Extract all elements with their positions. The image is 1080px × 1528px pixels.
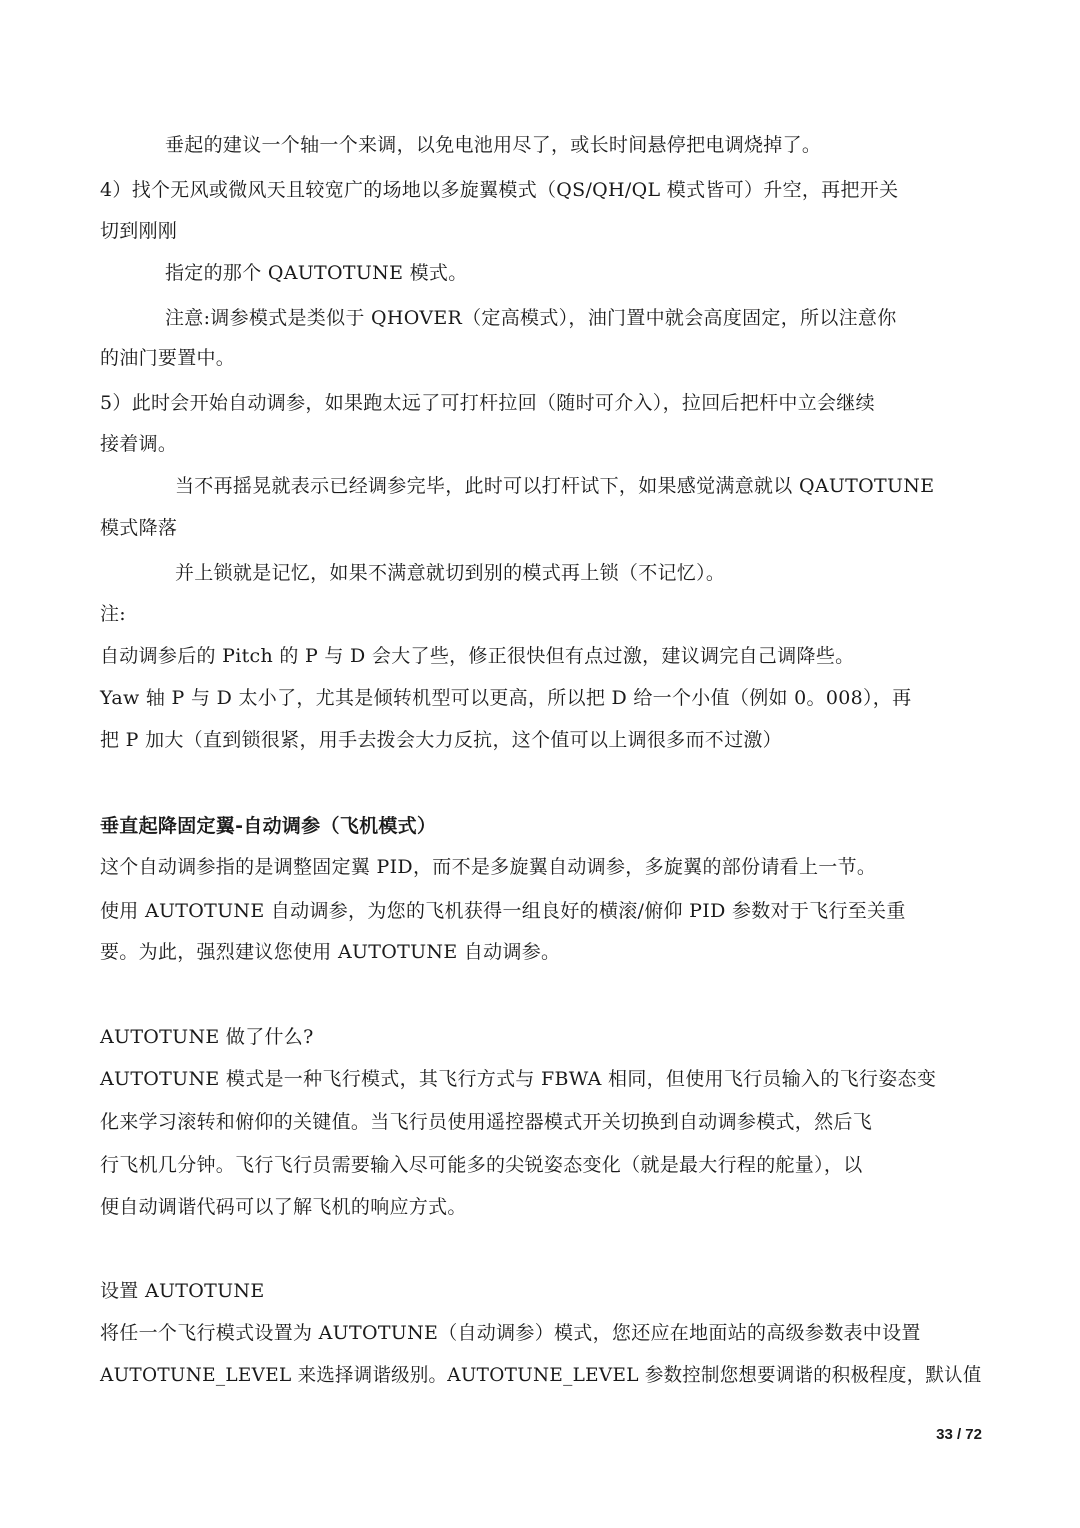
- paragraph-line: 接着调。: [100, 433, 178, 455]
- paragraph-line: 指定的那个 QAUTOTUNE 模式。: [165, 262, 468, 284]
- paragraph-line: 便自动调谐代码可以了解飞机的响应方式。: [100, 1196, 467, 1218]
- paragraph-line: 并上锁就是记忆，如果不满意就切到别的模式再上锁（不记忆）。: [175, 562, 726, 584]
- paragraph-line: 行飞机几分钟。飞行飞行员需要输入尽可能多的尖锐姿态变化（就是最大行程的舵量），以: [100, 1154, 863, 1176]
- paragraph-line: AUTOTUNE 模式是一种飞行模式，其飞行方式与 FBWA 相同，但使用飞行员输入的飞行姿态变: [100, 1068, 937, 1090]
- paragraph-line: 化来学习滚转和俯仰的关键值。当飞行员使用遥控器模式开关切换到自动调参模式，然后飞: [100, 1111, 873, 1133]
- subheading: AUTOTUNE 做了什么?: [100, 1026, 314, 1048]
- paragraph-line: 这个自动调参指的是调整固定翼 PID，而不是多旋翼自动调参，多旋翼的部份请看上一节。: [100, 856, 877, 878]
- paragraph-line: 4）找个无风或微风天且较宽广的场地以多旋翼模式（QS/QH/QL 模式皆可）升空，再把开关: [100, 179, 899, 201]
- paragraph-line: 当不再摇晃就表示已经调参完毕，此时可以打杆试下，如果感觉满意就以 QAUTOTUNE: [175, 475, 935, 497]
- section-heading: 垂直起降固定翼-自动调参（飞机模式）: [100, 815, 437, 837]
- paragraph-line: 注:: [100, 603, 127, 625]
- paragraph-line: 5）此时会开始自动调参，如果跑太远了可打杆拉回（随时可介入），拉回后把杆中立会继续: [100, 392, 875, 414]
- subheading: 设置 AUTOTUNE: [100, 1280, 265, 1302]
- paragraph-line: 把 P 加大（直到锁很紧，用手去拨会大力反抗，这个值可以上调很多而不过激）: [100, 729, 782, 751]
- paragraph-line: 垂起的建议一个轴一个来调，以免电池用尽了，或长时间悬停把电调烧掉了。: [165, 134, 822, 156]
- page-number: 33 / 72: [936, 1426, 982, 1443]
- paragraph-line: 模式降落: [100, 517, 178, 539]
- paragraph-line: 切到刚刚: [100, 220, 178, 242]
- paragraph-line: 将任一个飞行模式设置为 AUTOTUNE（自动调参）模式，您还应在地面站的高级参数表中设置: [100, 1322, 921, 1344]
- paragraph-line: 注意:调参模式是类似于 QHOVER（定高模式），油门置中就会高度固定，所以注意你: [165, 307, 897, 329]
- paragraph-line: 要。为此，强烈建议您使用 AUTOTUNE 自动调参。: [100, 941, 561, 963]
- paragraph-line: 的油门要置中。: [100, 347, 236, 369]
- paragraph-line: Yaw 轴 P 与 D 太小了，尤其是倾转机型可以更高，所以把 D 给一个小值（例如 0。008），再: [100, 687, 912, 709]
- paragraph-line: AUTOTUNE_LEVEL 来选择调谐级别。AUTOTUNE_LEVEL 参数控制您想要调谐的积极程度，默认值: [100, 1364, 982, 1386]
- paragraph-line: 使用 AUTOTUNE 自动调参，为您的飞机获得一组良好的横滚/俯仰 PID 参数对于飞行至关重: [100, 900, 906, 922]
- paragraph-line: 自动调参后的 Pitch 的 P 与 D 会大了些，修正很快但有点过激，建议调完自己调降些。: [100, 645, 855, 667]
